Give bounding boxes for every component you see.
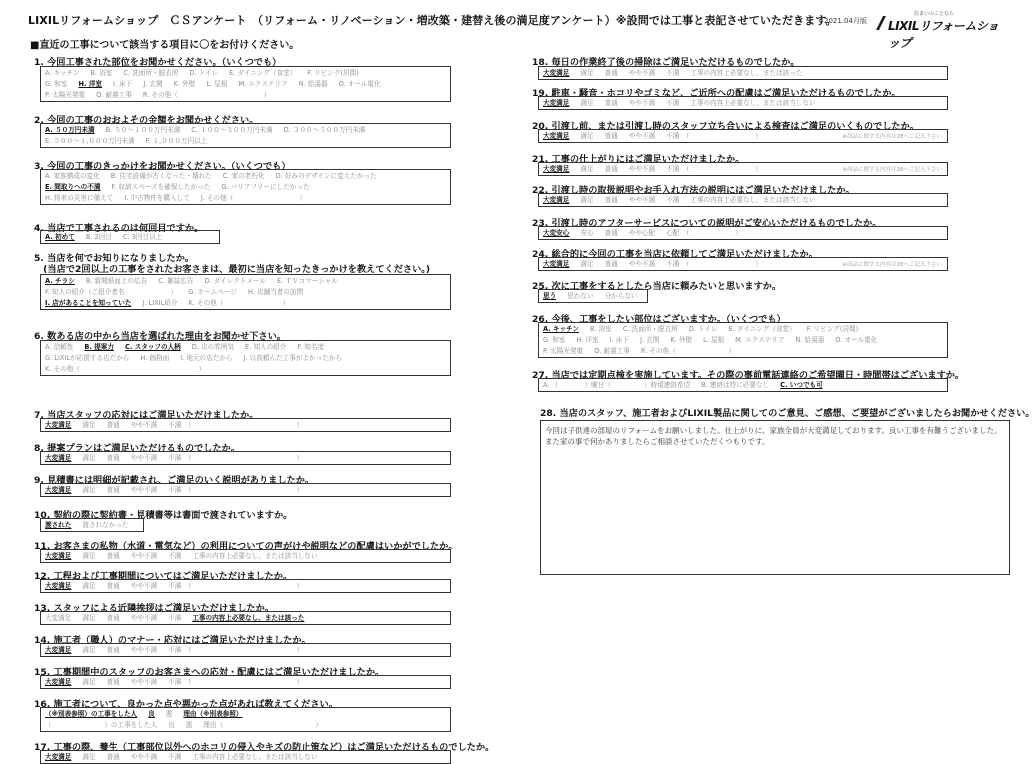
answer-option[interactable]: F. 知人の紹介（ご紹介者名 ）: [45, 288, 178, 296]
answer-option[interactable]: C. 3回目以上: [122, 233, 163, 241]
answer-box: [40, 66, 451, 102]
answer-option[interactable]: やや不満: [628, 132, 656, 140]
answer-box: [40, 483, 451, 497]
answer-option[interactable]: 普通: [106, 486, 120, 494]
answer-note: ※商品に関する内容は28へご記入下さい: [842, 262, 942, 268]
answer-row: [45, 79, 446, 90]
answer-row: [45, 298, 446, 309]
answer-option[interactable]: （ ）の工事をした人: [45, 721, 158, 729]
answer-row: [45, 520, 139, 531]
selected-option[interactable]: 大変満足: [543, 69, 570, 77]
answer-option[interactable]: 不満: [168, 614, 182, 622]
selected-option[interactable]: 大変満足: [543, 260, 570, 268]
question-21-label: 21. 工事の仕上がりにはご満足いただけましたか。: [532, 154, 745, 165]
answer-box: [538, 226, 948, 240]
answer-option[interactable]: H. 価格面: [140, 354, 170, 362]
answer-option[interactable]: E. ＴＶコマーシャル: [277, 277, 338, 285]
selected-option[interactable]: 良: [148, 710, 155, 718]
answer-option[interactable]: A. 信頼性: [45, 343, 74, 351]
answer-option[interactable]: 不満: [168, 552, 182, 560]
answer-option[interactable]: B. 連絡は特に必要なし: [701, 381, 770, 389]
answer-option[interactable]: E. ダイニング（食堂）: [229, 69, 297, 77]
selected-option[interactable]: B. 提案力: [84, 343, 114, 351]
answer-box: [40, 230, 220, 244]
selected-option[interactable]: 思う: [543, 292, 557, 300]
selected-option[interactable]: A. 初めて: [45, 233, 75, 241]
answer-option[interactable]: 渡されなかった: [82, 521, 129, 529]
answer-option[interactable]: 普通: [106, 582, 120, 590]
answer-option[interactable]: K. その他（ ）: [45, 365, 206, 373]
question-12-label: 12. 工程および工事期間についてはご満足いただけましたか。: [34, 571, 293, 582]
answer-option[interactable]: やや不満: [130, 552, 158, 560]
question-22-label: 22. 引渡し時の取扱説明やお手入れ方法の説明にはご満足いただけましたか。: [532, 185, 855, 196]
question-18-label: 18. 毎日の作業終了後の掃除はご満足いただけるものでしたか。: [532, 57, 800, 68]
answer-option[interactable]: J. LIXIL紹介: [142, 299, 178, 307]
question-2-label: 2. 今回の工事のおおよその金額をお聞かせください。: [34, 115, 259, 126]
intro-instruction: ■直近の工事について該当する項目に〇をお付けください。: [30, 40, 300, 51]
question-5-label: 5. 当店を何でお知りになりましたか。: [34, 253, 195, 264]
answer-box: [40, 123, 451, 148]
answer-option[interactable]: 大変満足: [45, 614, 72, 622]
question-20-label: 20. 引渡し前、または引渡し時のスタッフ立ち合いによる検査はご満足のいくものでしたか。: [532, 121, 919, 132]
answer-option[interactable]: やや心配: [628, 229, 656, 237]
answer-box: [40, 611, 451, 625]
answer-option[interactable]: 満足: [580, 165, 594, 173]
question-15-label: 15. 工事期間中のスタッフのお客さまへの応対・配慮にはご満足いただけましたか。: [34, 667, 385, 678]
answer-box: [538, 257, 948, 271]
answer-option[interactable]: 普通: [604, 229, 618, 237]
answer-option[interactable]: 思わない: [567, 292, 594, 300]
answer-option[interactable]: 普通: [604, 69, 618, 77]
answer-option[interactable]: 満足: [82, 646, 96, 654]
answer-option[interactable]: 普通: [604, 132, 618, 140]
answer-option[interactable]: C. 洗面所・脱衣所: [123, 69, 179, 77]
answer-box: [40, 579, 451, 593]
answer-option[interactable]: F. 知名度: [297, 343, 325, 351]
answer-option[interactable]: G. LIXILが応援する店だから: [45, 354, 130, 362]
answer-row: [543, 346, 943, 357]
answer-option[interactable]: 普通: [604, 260, 618, 268]
logo-mark-icon: [874, 14, 888, 32]
answer-option[interactable]: K. その他（ ）: [188, 299, 290, 307]
selected-option[interactable]: A. チラシ: [45, 277, 75, 285]
answer-row: [45, 276, 446, 287]
answer-option[interactable]: やや不満: [130, 646, 158, 654]
answer-option[interactable]: 良: [168, 721, 175, 729]
logo-tagline: 住まいのことなら: [914, 11, 955, 17]
selected-option[interactable]: （※別表参照）の工事をした人: [45, 710, 138, 718]
question-24-label: 24. 総合的に今回の工事を当店に依頼してご満足いただけましたか。: [532, 249, 818, 260]
answer-option[interactable]: D. ダイレクトメール: [204, 277, 267, 285]
answer-option[interactable]: C. 雑誌広告: [158, 277, 194, 285]
answer-option[interactable]: D. 好みのデザインに変えたかった: [275, 172, 377, 180]
answer-box: [40, 643, 451, 657]
answer-option[interactable]: E. ダイニング（食堂）: [728, 325, 796, 333]
answer-option[interactable]: Q. 耐震工事: [594, 347, 630, 355]
answer-option[interactable]: 普通: [106, 421, 120, 429]
answer-box: [538, 322, 948, 358]
question-10-label: 10. 契約の際に契約書・見積書等は書面で渡されていますか。: [34, 510, 293, 521]
answer-option[interactable]: やや不満: [628, 196, 656, 204]
question-7-label: 7. 当店スタッフの応対にはご満足いただけましたか。: [34, 410, 259, 421]
answer-option[interactable]: K. 外壁: [173, 80, 196, 88]
answer-option[interactable]: E. ５００～１,０００万円未満: [45, 137, 135, 145]
selected-option[interactable]: 工事の内容上必要なし、または該った: [192, 614, 305, 622]
answer-option[interactable]: N. 給湯器: [795, 336, 825, 344]
question-23-label: 23. 引渡し時のアフターサービスについての説明がご安心いただけるものでしたか。: [532, 218, 882, 229]
answer-option[interactable]: 普通: [106, 753, 120, 761]
answer-option[interactable]: やや不満: [628, 165, 656, 173]
answer-option[interactable]: 工事の内容上必要なし、または該当しない: [690, 99, 816, 107]
answer-row: [543, 324, 943, 335]
answer-row: [45, 68, 446, 79]
answer-option[interactable]: やや不満: [130, 454, 158, 462]
answer-option[interactable]: D. トイレ: [688, 325, 718, 333]
answer-option[interactable]: 不満 （ ）: [168, 421, 304, 429]
answer-option[interactable]: やや不満: [130, 753, 158, 761]
selected-option[interactable]: 渡された: [45, 521, 72, 529]
answer-option[interactable]: M. エクステリア: [238, 80, 288, 88]
selected-option[interactable]: 大変満足: [45, 646, 72, 654]
answer-option[interactable]: 不満: [168, 753, 182, 761]
answer-option[interactable]: 不満 （ ）: [168, 454, 304, 462]
answer-option[interactable]: 分からない: [604, 292, 638, 300]
selected-option[interactable]: I. 店があることを知っていた: [45, 299, 132, 307]
answer-option[interactable]: 満足: [82, 753, 96, 761]
answer-option[interactable]: 満足: [82, 552, 96, 560]
answer-option[interactable]: I. 地元の店だから: [180, 354, 233, 362]
answer-option[interactable]: 満足: [580, 69, 594, 77]
answer-option[interactable]: A. 家族構成の変化: [45, 172, 100, 180]
answer-option[interactable]: やや不満: [130, 421, 158, 429]
answer-row: [45, 551, 446, 562]
answer-option[interactable]: A. （ ）曜日（ ）時頃連絡希望: [543, 381, 691, 389]
selected-option[interactable]: 大変満足: [45, 454, 72, 462]
answer-option[interactable]: R. その他（ ）: [640, 347, 736, 355]
answer-option[interactable]: C. １００～３００万円未満: [191, 126, 273, 134]
answer-row: [45, 720, 446, 731]
answer-option[interactable]: F. １,０００万円以上: [145, 137, 208, 145]
question-25-label: 25. 次に工事をするとしたら当店に頼みたいと思いますか。: [532, 281, 782, 292]
answer-box: [40, 418, 451, 432]
answer-option[interactable]: H. 店舗当者の訪問: [247, 288, 304, 296]
answer-option[interactable]: A. キッチン: [45, 69, 80, 77]
answer-option[interactable]: F. リビング(居間): [806, 325, 859, 333]
answer-row: [543, 380, 943, 391]
answer-option[interactable]: O. オール電化: [338, 80, 381, 88]
selected-option[interactable]: 大変満足: [45, 678, 72, 686]
logo-name: LIXILリフォームショップ: [888, 19, 999, 50]
answer-row: [543, 98, 943, 109]
answer-option[interactable]: やや不満: [130, 486, 158, 494]
answer-row: [45, 364, 446, 375]
answer-option[interactable]: 不満 （ ）: [666, 165, 762, 173]
answer-option[interactable]: J. 玄関: [640, 336, 660, 344]
answer-row: [543, 228, 943, 239]
answer-box: [40, 707, 451, 732]
answer-option[interactable]: E. 知人の紹介: [245, 343, 287, 351]
answer-option[interactable]: 満足: [82, 678, 96, 686]
answer-option[interactable]: F. リビング(居間): [307, 69, 359, 77]
answer-option[interactable]: P. 太陽光発電: [45, 91, 86, 99]
answer-row: [45, 645, 446, 656]
answer-option[interactable]: C. 家の老朽化: [222, 172, 265, 180]
answer-option[interactable]: 満足: [580, 132, 594, 140]
answer-option[interactable]: K. 外壁: [670, 336, 693, 344]
answer-option[interactable]: 工事の内容上必要なし、または該当しない: [690, 196, 816, 204]
answer-option[interactable]: I. 床下: [113, 80, 133, 88]
answer-row: [543, 68, 943, 79]
answer-option[interactable]: 普通: [106, 454, 120, 462]
selected-option[interactable]: E. 間取りへの不満: [45, 183, 101, 191]
answer-box: [40, 340, 451, 376]
answer-row: [543, 195, 943, 206]
answer-option[interactable]: B. 浴室: [589, 325, 612, 333]
answer-option[interactable]: 普通: [106, 614, 120, 622]
question-19-label: 19. 駐車・騒音・ホコリやゴミなど、ご近所への配慮はご満足いただけるものでしたか。: [532, 88, 901, 99]
answer-row: [45, 581, 446, 592]
answer-option[interactable]: 不満 （ ）: [168, 486, 304, 494]
question-16-label: 16. 施工者について、良かった点や悪かった点があれば教えてください。: [34, 699, 338, 710]
answer-option[interactable]: H. 洋室: [576, 336, 599, 344]
answer-option[interactable]: O. オール電化: [835, 336, 878, 344]
selected-option[interactable]: H. 洋室: [78, 80, 103, 88]
answer-option[interactable]: 満足: [82, 421, 96, 429]
answer-note: ※商品に関する内容は28へご記入下さい: [842, 167, 942, 173]
answer-option[interactable]: やや不満: [130, 582, 158, 590]
answer-option[interactable]: B. 浴室: [90, 69, 113, 77]
comment-box[interactable]: 今回は子供達の部屋のリフォームをお願いしました。仕上がりに、家族全員が大変満足しております。良い工事を有難うございました。また家の事で何かありましたらご相談させていただくつもりです。: [540, 420, 1010, 575]
answer-box: [538, 96, 948, 110]
answer-option[interactable]: D. ３００～５００万円未満: [283, 126, 366, 134]
answer-option[interactable]: 不満 （ ）: [168, 582, 304, 590]
answer-option[interactable]: D. トイレ: [189, 69, 219, 77]
answer-option[interactable]: 満足: [82, 614, 96, 622]
answer-option[interactable]: B. 2回目: [85, 233, 112, 241]
answer-option[interactable]: J. 玄関: [143, 80, 163, 88]
survey-title: LIXILリフォームショップ ＣＳアンケート （リフォーム・リノベーション・増改築・建替え後の満足度アンケート）※設問では工事と表記させていただきます。: [28, 14, 837, 27]
answer-option[interactable]: 工事の内容上必要なし、または該当しない: [192, 753, 318, 761]
answer-option[interactable]: J. 以前頼んだ工事がよかったから: [243, 354, 342, 362]
answer-option[interactable]: H. 将来の災害に備えて: [45, 194, 114, 202]
answer-row: [45, 193, 446, 204]
answer-row: [45, 752, 446, 763]
selected-option[interactable]: 大変満足: [45, 486, 72, 494]
answer-box: [538, 129, 948, 143]
answer-option[interactable]: R. その他（ ）: [142, 91, 271, 99]
selected-option[interactable]: C. スタッフの人柄: [124, 343, 181, 351]
answer-option[interactable]: 悪: [185, 721, 193, 729]
answer-option[interactable]: 不満: [666, 99, 680, 107]
answer-option[interactable]: G. 和室: [543, 336, 566, 344]
answer-option[interactable]: 普通: [106, 552, 120, 560]
answer-option[interactable]: 満足: [580, 99, 594, 107]
answer-row: [45, 342, 446, 353]
selected-option[interactable]: 大変満足: [45, 421, 72, 429]
question-17-label: 17. 工事の際、養生（工事部位以外へのホコリの侵入やキズの防止策など）はご満足いただけるものでしたか。: [34, 742, 495, 753]
answer-option[interactable]: Q. 耐震工事: [96, 91, 132, 99]
answer-option[interactable]: 満足: [82, 486, 96, 494]
answer-option[interactable]: 工事の内容上必要なし、または該った: [690, 69, 803, 77]
answer-option[interactable]: L. 屋根: [703, 336, 725, 344]
answer-box: [40, 274, 451, 310]
answer-option[interactable]: I. 中古物件を購入して: [124, 194, 190, 202]
question-6-label: 6. 数ある店の中から当店を選ばれた理由をお聞かせ下さい。: [34, 331, 286, 342]
answer-box: [40, 750, 451, 764]
answer-option[interactable]: D. 店の雰囲気: [191, 343, 235, 351]
answer-option[interactable]: C. 洗面所・脱衣所: [622, 325, 678, 333]
answer-box: [40, 518, 144, 532]
question-13-label: 13. スタッフによる近隣挨拶はご満足いただけましたか。: [34, 603, 274, 614]
answer-option[interactable]: 満足: [82, 454, 96, 462]
answer-option[interactable]: やや不満: [130, 678, 158, 686]
answer-row: [543, 335, 943, 346]
answer-option[interactable]: 不満 （ ）: [168, 646, 304, 654]
question-8-label: 8. 提案プランはご満足いただけるものでしたか。: [34, 443, 241, 454]
question-28: 28. 当店のスタッフ、施工者およびLIXIL製品に関してのご意見、ご感想、ご要望がございましたらお聞かせください。: [540, 408, 1035, 419]
answer-option[interactable]: 悪: [165, 710, 173, 718]
answer-row: [45, 613, 446, 624]
answer-option[interactable]: 普通: [106, 678, 120, 686]
answer-box: [40, 549, 451, 563]
answer-option[interactable]: 理由（ ）: [203, 721, 322, 729]
answer-option[interactable]: やや不満: [628, 260, 656, 268]
selected-option[interactable]: A. ５０万円未満: [45, 126, 95, 134]
answer-option[interactable]: 不満: [666, 196, 680, 204]
answer-box: [40, 675, 451, 689]
answer-box: [538, 193, 948, 207]
answer-option[interactable]: 普通: [106, 646, 120, 654]
answer-option[interactable]: 満足: [580, 260, 594, 268]
selected-option[interactable]: 大変満足: [45, 582, 72, 590]
form-version-date: 2021.04月版: [824, 17, 867, 25]
selected-option[interactable]: 大変安心: [543, 229, 570, 237]
answer-option[interactable]: 満足: [580, 196, 594, 204]
answer-row: [45, 420, 446, 431]
answer-option[interactable]: 安心: [580, 229, 594, 237]
question-1-label: 1. 今回工事された部位をお聞かせください。（いくつでも）: [34, 57, 282, 68]
selected-option[interactable]: 大変満足: [45, 552, 72, 560]
selected-option[interactable]: 大変満足: [543, 132, 570, 140]
answer-box: [538, 66, 948, 80]
answer-box: [40, 169, 451, 205]
answer-option[interactable]: やや不満: [628, 69, 656, 77]
answer-box: [538, 378, 948, 392]
answer-option[interactable]: 普通: [604, 196, 618, 204]
answer-option[interactable]: J. その他（ ）: [200, 194, 306, 202]
answer-row: [45, 353, 446, 364]
answer-option[interactable]: G. 和室: [45, 80, 68, 88]
answer-option[interactable]: 工事の内容上必要なし、または該当しない: [192, 552, 318, 560]
answer-option[interactable]: 心配 （ ）: [666, 229, 742, 237]
answer-option[interactable]: M. エクステリア: [735, 336, 785, 344]
answer-row: [543, 291, 643, 302]
question-14-label: 14. 施工者（職人）のマナー・応対にはご満足いただけましたか。: [34, 635, 311, 646]
question-4-label: 4. 当店で工事されるのは何回目ですか。: [34, 223, 204, 234]
answer-row: [45, 709, 446, 720]
answer-option[interactable]: B. 新聞紙面上の広告: [85, 277, 148, 285]
answer-row: [45, 125, 446, 136]
answer-option[interactable]: L. 屋根: [206, 80, 228, 88]
answer-row: [45, 677, 446, 688]
question-9-label: 9. 見積書には明細が記載され、ご満足のいく説明がありましたか。: [34, 475, 315, 486]
answer-option[interactable]: やや不満: [130, 614, 158, 622]
answer-option[interactable]: 不満: [666, 69, 680, 77]
answer-row: [45, 485, 446, 496]
answer-row: [45, 136, 446, 147]
answer-option[interactable]: I. 床下: [609, 336, 630, 344]
answer-option[interactable]: P. 太陽光発電: [543, 347, 584, 355]
answer-option[interactable]: G. バリアフリーにしたかった: [221, 183, 310, 191]
answer-row: [45, 287, 446, 298]
answer-option[interactable]: 不満 （ ）: [666, 132, 762, 140]
answer-option[interactable]: 不満 （ ）: [168, 678, 304, 686]
selected-option[interactable]: 大変満足: [45, 753, 72, 761]
selected-option[interactable]: 大変満足: [543, 196, 570, 204]
answer-box: [538, 162, 948, 176]
answer-option[interactable]: 満足: [82, 582, 96, 590]
selected-option[interactable]: C. いつでも可: [780, 381, 823, 389]
answer-option[interactable]: B. 住宅設備が古くなった・壊れた: [110, 172, 212, 180]
question-26-label: 26. 今後、工事をしたい部位はございますか。（いくつでも）: [532, 314, 786, 325]
selected-option[interactable]: 大変満足: [543, 99, 570, 107]
question-3-label: 3. 今回の工事のきっかけをお聞かせください。（いくつでも）: [34, 161, 291, 172]
answer-box: [538, 289, 648, 303]
answer-box: [40, 451, 451, 465]
answer-option[interactable]: G. ホームページ: [188, 288, 237, 296]
selected-option[interactable]: A. キッチン: [543, 325, 579, 333]
lixil-logo: [874, 10, 1004, 50]
answer-row: [45, 182, 446, 193]
answer-row: [45, 232, 215, 243]
answer-option[interactable]: 普通: [604, 99, 618, 107]
selected-option[interactable]: 理由（※別表参照）: [183, 710, 243, 718]
answer-row: [45, 90, 446, 101]
answer-option[interactable]: F. 収納スペースを確保したかった: [111, 183, 211, 191]
answer-option[interactable]: N. 給湯器: [298, 80, 328, 88]
answer-option[interactable]: B. ５０～１００万円未満: [105, 126, 181, 134]
answer-row: [45, 453, 446, 464]
answer-option[interactable]: やや不満: [628, 99, 656, 107]
answer-row: [45, 171, 446, 182]
question-11-label: 11. お客さまの私物（水道・電気など）の利用についての声がけや説明などの配慮はいかがでしたか。: [34, 541, 458, 552]
answer-option[interactable]: 不満 （ ）: [666, 260, 762, 268]
answer-option[interactable]: 普通: [604, 165, 618, 173]
question-5-sublabel: (当店で2回以上の工事をされたお客さまは、最初に当店を知ったきっかけを教えてください。): [34, 264, 431, 275]
selected-option[interactable]: 大変満足: [543, 165, 570, 173]
question-27-label: 27. 当店では定期点検を実施しています。その際の事前電話連絡のご希望曜日・時間帯はございますか。: [532, 370, 965, 381]
answer-note: ※商品に関する内容は28へご記入下さい: [842, 134, 942, 140]
